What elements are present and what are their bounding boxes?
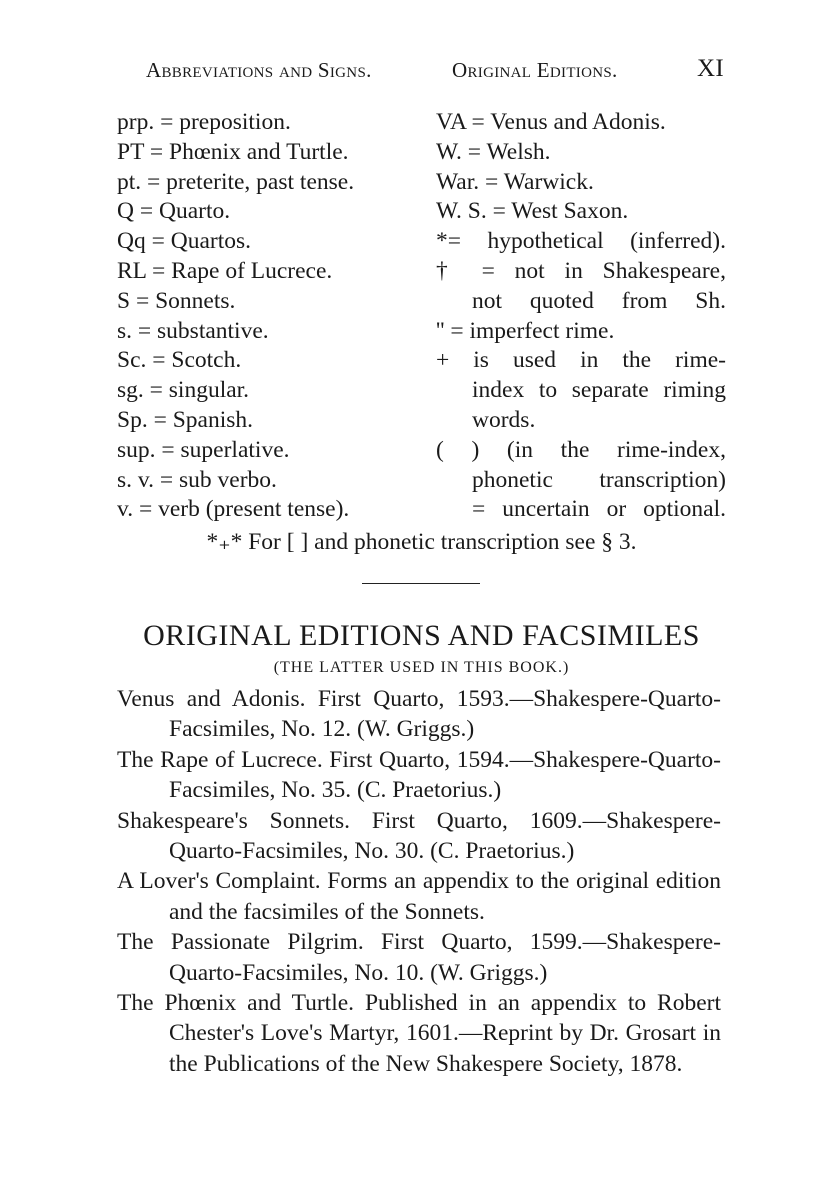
running-header (146, 55, 724, 92)
abbreviation-row: pt. = preterite, past tense. (117, 168, 355, 195)
abbreviation-row: † = not in Shakespeare, (436, 257, 726, 284)
abbreviation-row-continued: = uncertain or optional. (472, 496, 726, 523)
abbreviation-row: Q = Quarto. (117, 198, 231, 225)
abbreviation-row: RL = Rape of Lucrece. (117, 257, 333, 284)
abbreviation-row: v. = verb (present tense). (117, 496, 350, 523)
abbreviation-row-continued: not quoted from Sh. (472, 287, 726, 314)
page-number: XI (697, 55, 724, 82)
header-left: Abbreviations and Signs. (146, 58, 372, 82)
editions-list (117, 684, 721, 1079)
abbreviation-row: W. S. = West Saxon. (436, 198, 629, 225)
edition-entry: A Lover's Complaint. Forms an appendix to the original edition and the facsimiles of the Sonnets. (117, 868, 721, 925)
section-subtitle: (THE LATTER USED IN THIS BOOK.) (273, 659, 570, 676)
abbreviation-row: sup. = superlative. (117, 436, 290, 463)
edition-entry: The Phœnix and Turtle. Published in an appendix to Robert Chester's Love's Martyr, 1601.—Reprint by Dr. Grosart in the Publications of the New Shakespere Society, 1878. (117, 990, 721, 1077)
abbreviation-row: Sc. = Scotch. (117, 347, 242, 374)
abbreviations-right-column (436, 108, 726, 525)
abbreviation-row-continued: words. (472, 406, 536, 433)
abbreviation-row: PT = Phœnix and Turtle. (117, 138, 349, 165)
abbreviation-row: ( ) (in the rime-index, (436, 436, 726, 463)
footnote: *₊* For [ ] and phonetic transcription see § 3. (206, 529, 637, 555)
abbreviation-row: *= hypothetical (inferred). (436, 228, 726, 255)
abbreviation-row: War. = Warwick. (436, 168, 594, 195)
abbreviation-row: '' = imperfect rime. (436, 317, 615, 344)
abbreviation-row-continued: phonetic transcription) (472, 466, 726, 493)
abbreviation-row: VA = Venus and Adonis. (436, 109, 666, 135)
edition-entry: Shakespeare's Sonnets. First Quarto, 1609.—Shakespere-Quarto-Facsimiles, No. 30. (C. Praetorius.) (117, 807, 721, 865)
edition-entry: Venus and Adonis. First Quarto, 1593.—Shakespere-Quarto-Facsimiles, No. 12. (W. Griggs.) (117, 686, 721, 743)
abbreviation-row: s. v. = sub verbo. (117, 466, 277, 493)
abbreviation-row: W. = Welsh. (436, 138, 551, 165)
section-divider (362, 583, 480, 584)
edition-entry: The Passionate Pilgrim. First Quarto, 1599.—Shakespere-Quarto-Facsimiles, No. 10. (W. Griggs.) (117, 929, 721, 986)
edition-entry: The Rape of Lucrece. First Quarto, 1594.—Shakespere-Quarto-Facsimiles, No. 35. (C. Praetorius.) (117, 746, 721, 804)
abbreviation-row: prp. = preposition. (117, 109, 291, 135)
abbreviation-row: sg. = singular. (117, 377, 250, 404)
abbreviation-row: s. = substantive. (117, 317, 269, 344)
abbreviations-left-column (117, 108, 417, 525)
abbreviation-row: Sp. = Spanish. (117, 406, 253, 433)
abbreviation-row-continued: index to separate riming (472, 377, 726, 404)
section-title: ORIGINAL EDITIONS AND FACSIMILES (143, 619, 700, 652)
abbreviation-row: S = Sonnets. (117, 287, 236, 314)
abbreviation-row: Qq = Quartos. (117, 228, 252, 255)
abbreviation-row: + is used in the rime- (436, 347, 726, 374)
header-middle: Original Editions. (452, 58, 618, 82)
